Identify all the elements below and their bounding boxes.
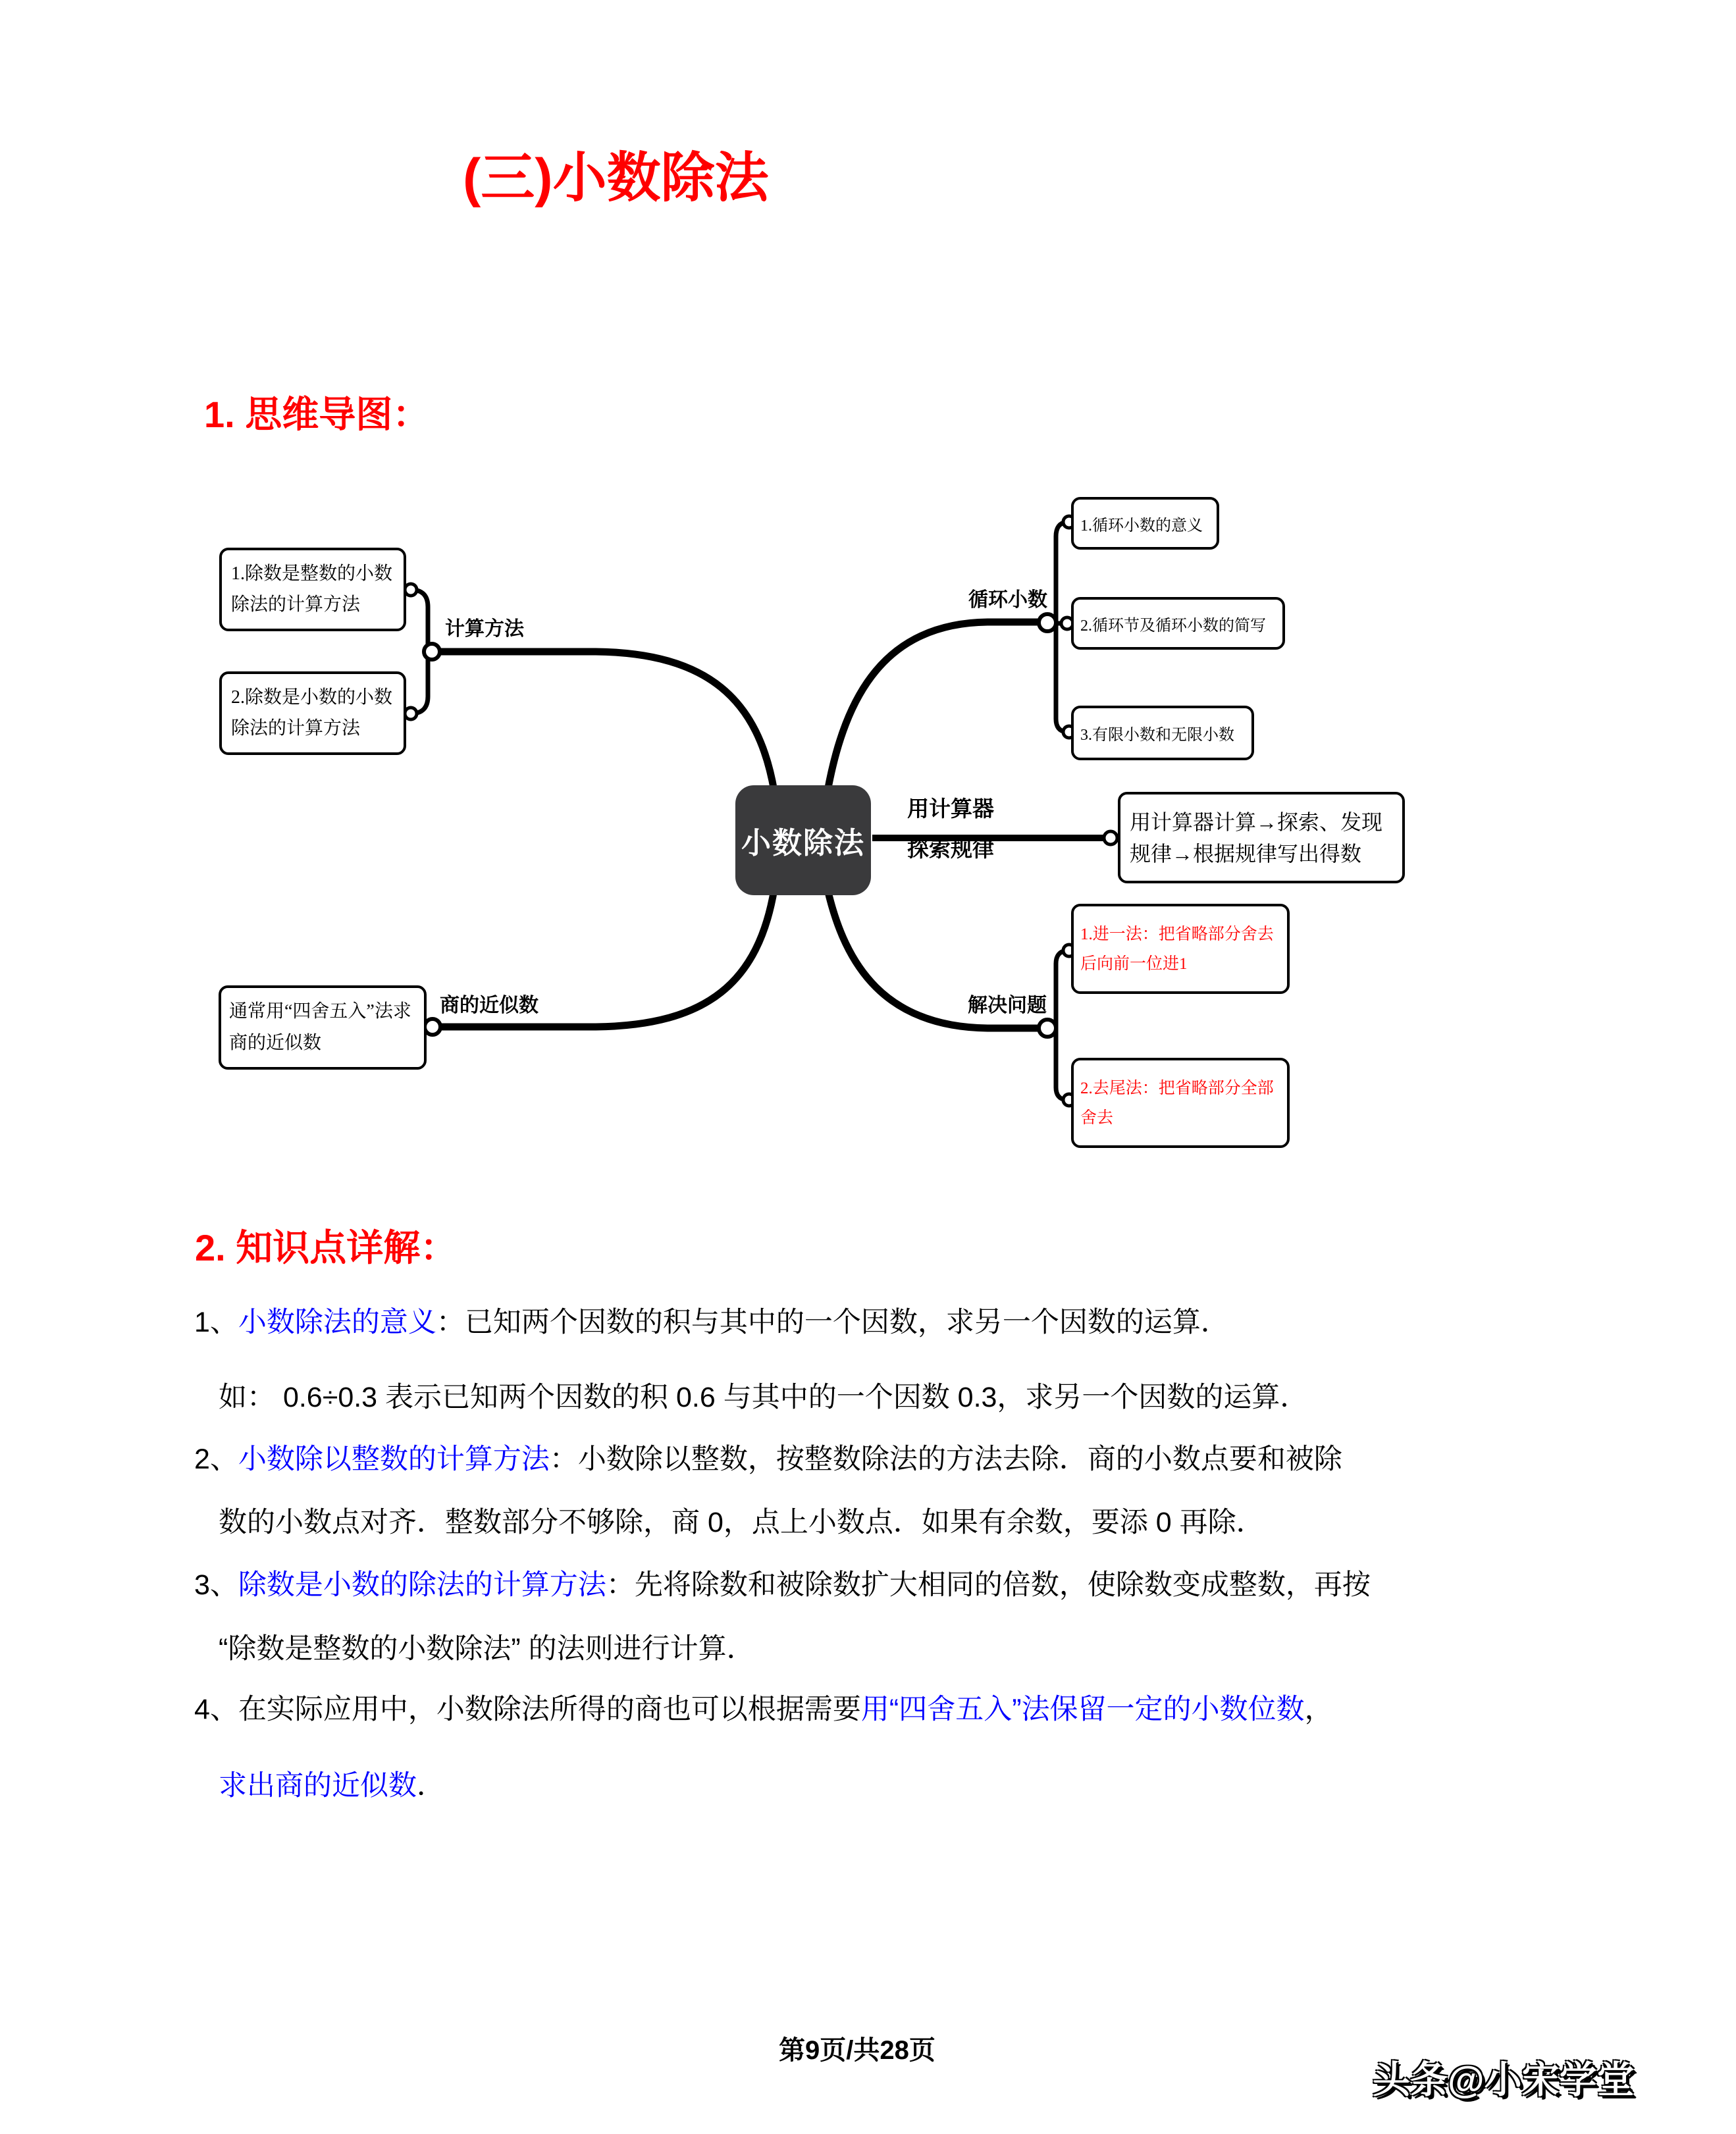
mindmap-box-text: 1.除数是整数的小数除法的计算方法 xyxy=(231,563,393,615)
branch-label-line2: 探索规律 xyxy=(907,837,994,862)
item-number: 1、 xyxy=(194,1307,238,1338)
mindmap-box-divisor-decimal-method xyxy=(219,671,406,755)
mindmap-box-drop-tail-method xyxy=(1071,1058,1290,1148)
node-dot xyxy=(405,584,417,596)
item-number: 4、 xyxy=(194,1694,238,1725)
mindmap-box-repeating-meaning xyxy=(1071,497,1219,550)
bracket-jiejue xyxy=(1056,950,1066,1100)
item-text: ：先将除数和被除数扩大相同的倍数，使除数变成整数，再按 xyxy=(606,1569,1371,1601)
knowledge-item-3 xyxy=(194,1567,1371,1604)
item-text: 在实际应用中，小数除法所得的商也可以根据需要 xyxy=(238,1694,861,1725)
branch-label-problem-solving: 解决问题 xyxy=(968,995,1047,1016)
item-text: ：小数除以整数，按整数除法的方法去除．商的小数点要和被除 xyxy=(549,1444,1342,1475)
branch-line-xunhuan xyxy=(828,622,1039,791)
branch-label-line1: 用计算器 xyxy=(907,796,994,821)
mindmap-central-node: 小数除法 xyxy=(735,785,871,895)
node-dot xyxy=(1039,1020,1056,1037)
item-text: ：已知两个因数的积与其中的一个因数，求另一个因数的运算． xyxy=(436,1307,1229,1338)
mindmap-box-text: 2.去尾法：把省略部分全部舍去 xyxy=(1080,1079,1274,1127)
node-dot xyxy=(424,644,440,660)
mindmap-box-text: 用计算器计算→探索、发现规律→根据规律写出得数 xyxy=(1130,810,1383,866)
mindmap-box-text: 2.除数是小数的小数除法的计算方法 xyxy=(231,687,393,739)
mindmap-box-text: 3.有限小数和无限小数 xyxy=(1080,727,1234,744)
node-dot xyxy=(425,1019,440,1035)
section-heading-mindmap: 1. 思维导图： xyxy=(204,394,430,435)
mindmap-box-rounding-quotient xyxy=(219,985,427,1070)
node-dot xyxy=(405,708,417,719)
mindmap-box-text: 1.进一法：把省略部分舍去后向前一位进1 xyxy=(1080,925,1274,973)
mindmap-box-text: 1.循环小数的意义 xyxy=(1080,517,1203,534)
page-title: (三)小数除法 xyxy=(463,148,769,208)
knowledge-item-1 xyxy=(194,1305,1229,1341)
node-dot xyxy=(1104,831,1117,845)
item-term: 小数除法的意义 xyxy=(238,1307,436,1338)
item-term: 小数除以整数的计算方法 xyxy=(238,1444,550,1475)
branch-line-jisuan xyxy=(438,652,774,791)
mindmap-box-finite-infinite xyxy=(1071,706,1254,760)
knowledge-item-4-continued xyxy=(219,1768,445,1805)
mindmap-box-divisor-integer-method xyxy=(219,548,406,631)
item-term: 用“四舍五入”法保留一定的小数位数 xyxy=(860,1694,1305,1725)
node-dot xyxy=(1039,614,1056,631)
item-number: 3、 xyxy=(194,1569,238,1601)
mindmap-box-repetend-shorthand xyxy=(1071,597,1285,650)
item-term: 除数是小数的除法的计算方法 xyxy=(238,1569,606,1601)
branch-label-calculator-explore xyxy=(901,789,1001,869)
section-heading-knowledge: 2. 知识点详解： xyxy=(195,1227,458,1268)
knowledge-item-1-continued: 如： 0.6÷0.3 表示已知两个因数的积 0.6 与其中的一个因数 0.3，求另一个因数的运算． xyxy=(219,1382,1309,1413)
mindmap-box-text: 2.循环节及循环小数的简写 xyxy=(1080,617,1266,635)
item-term: 求出商的近似数 xyxy=(219,1770,417,1802)
knowledge-item-2-continued: 数的小数点对齐．整数部分不够除，商 0，点上小数点．如果有余数，要添 0 再除． xyxy=(219,1507,1265,1538)
item-number: 2、 xyxy=(194,1444,238,1475)
page-number: 第9页/共28页 xyxy=(779,2036,935,2065)
branch-label-approximate-quotient: 商的近似数 xyxy=(440,995,539,1016)
knowledge-item-2 xyxy=(194,1442,1342,1478)
knowledge-item-4 xyxy=(194,1692,1333,1729)
mindmap-box-calculator-explore xyxy=(1118,792,1405,883)
mindmap-box-round-up-method xyxy=(1071,904,1290,994)
watermark: 头条@小宋学堂 xyxy=(1373,2059,1635,2101)
mindmap-box-text: 通常用“四舍五入”法求商的近似数 xyxy=(229,1001,411,1053)
item-text: ． xyxy=(417,1770,445,1802)
knowledge-item-3-continued: “除数是整数的小数除法” 的法则进行计算． xyxy=(219,1633,755,1665)
branch-label-repeating-decimal: 循环小数 xyxy=(968,589,1047,611)
branch-label-calculation-method: 计算方法 xyxy=(445,618,524,640)
item-text: ， xyxy=(1304,1694,1333,1725)
